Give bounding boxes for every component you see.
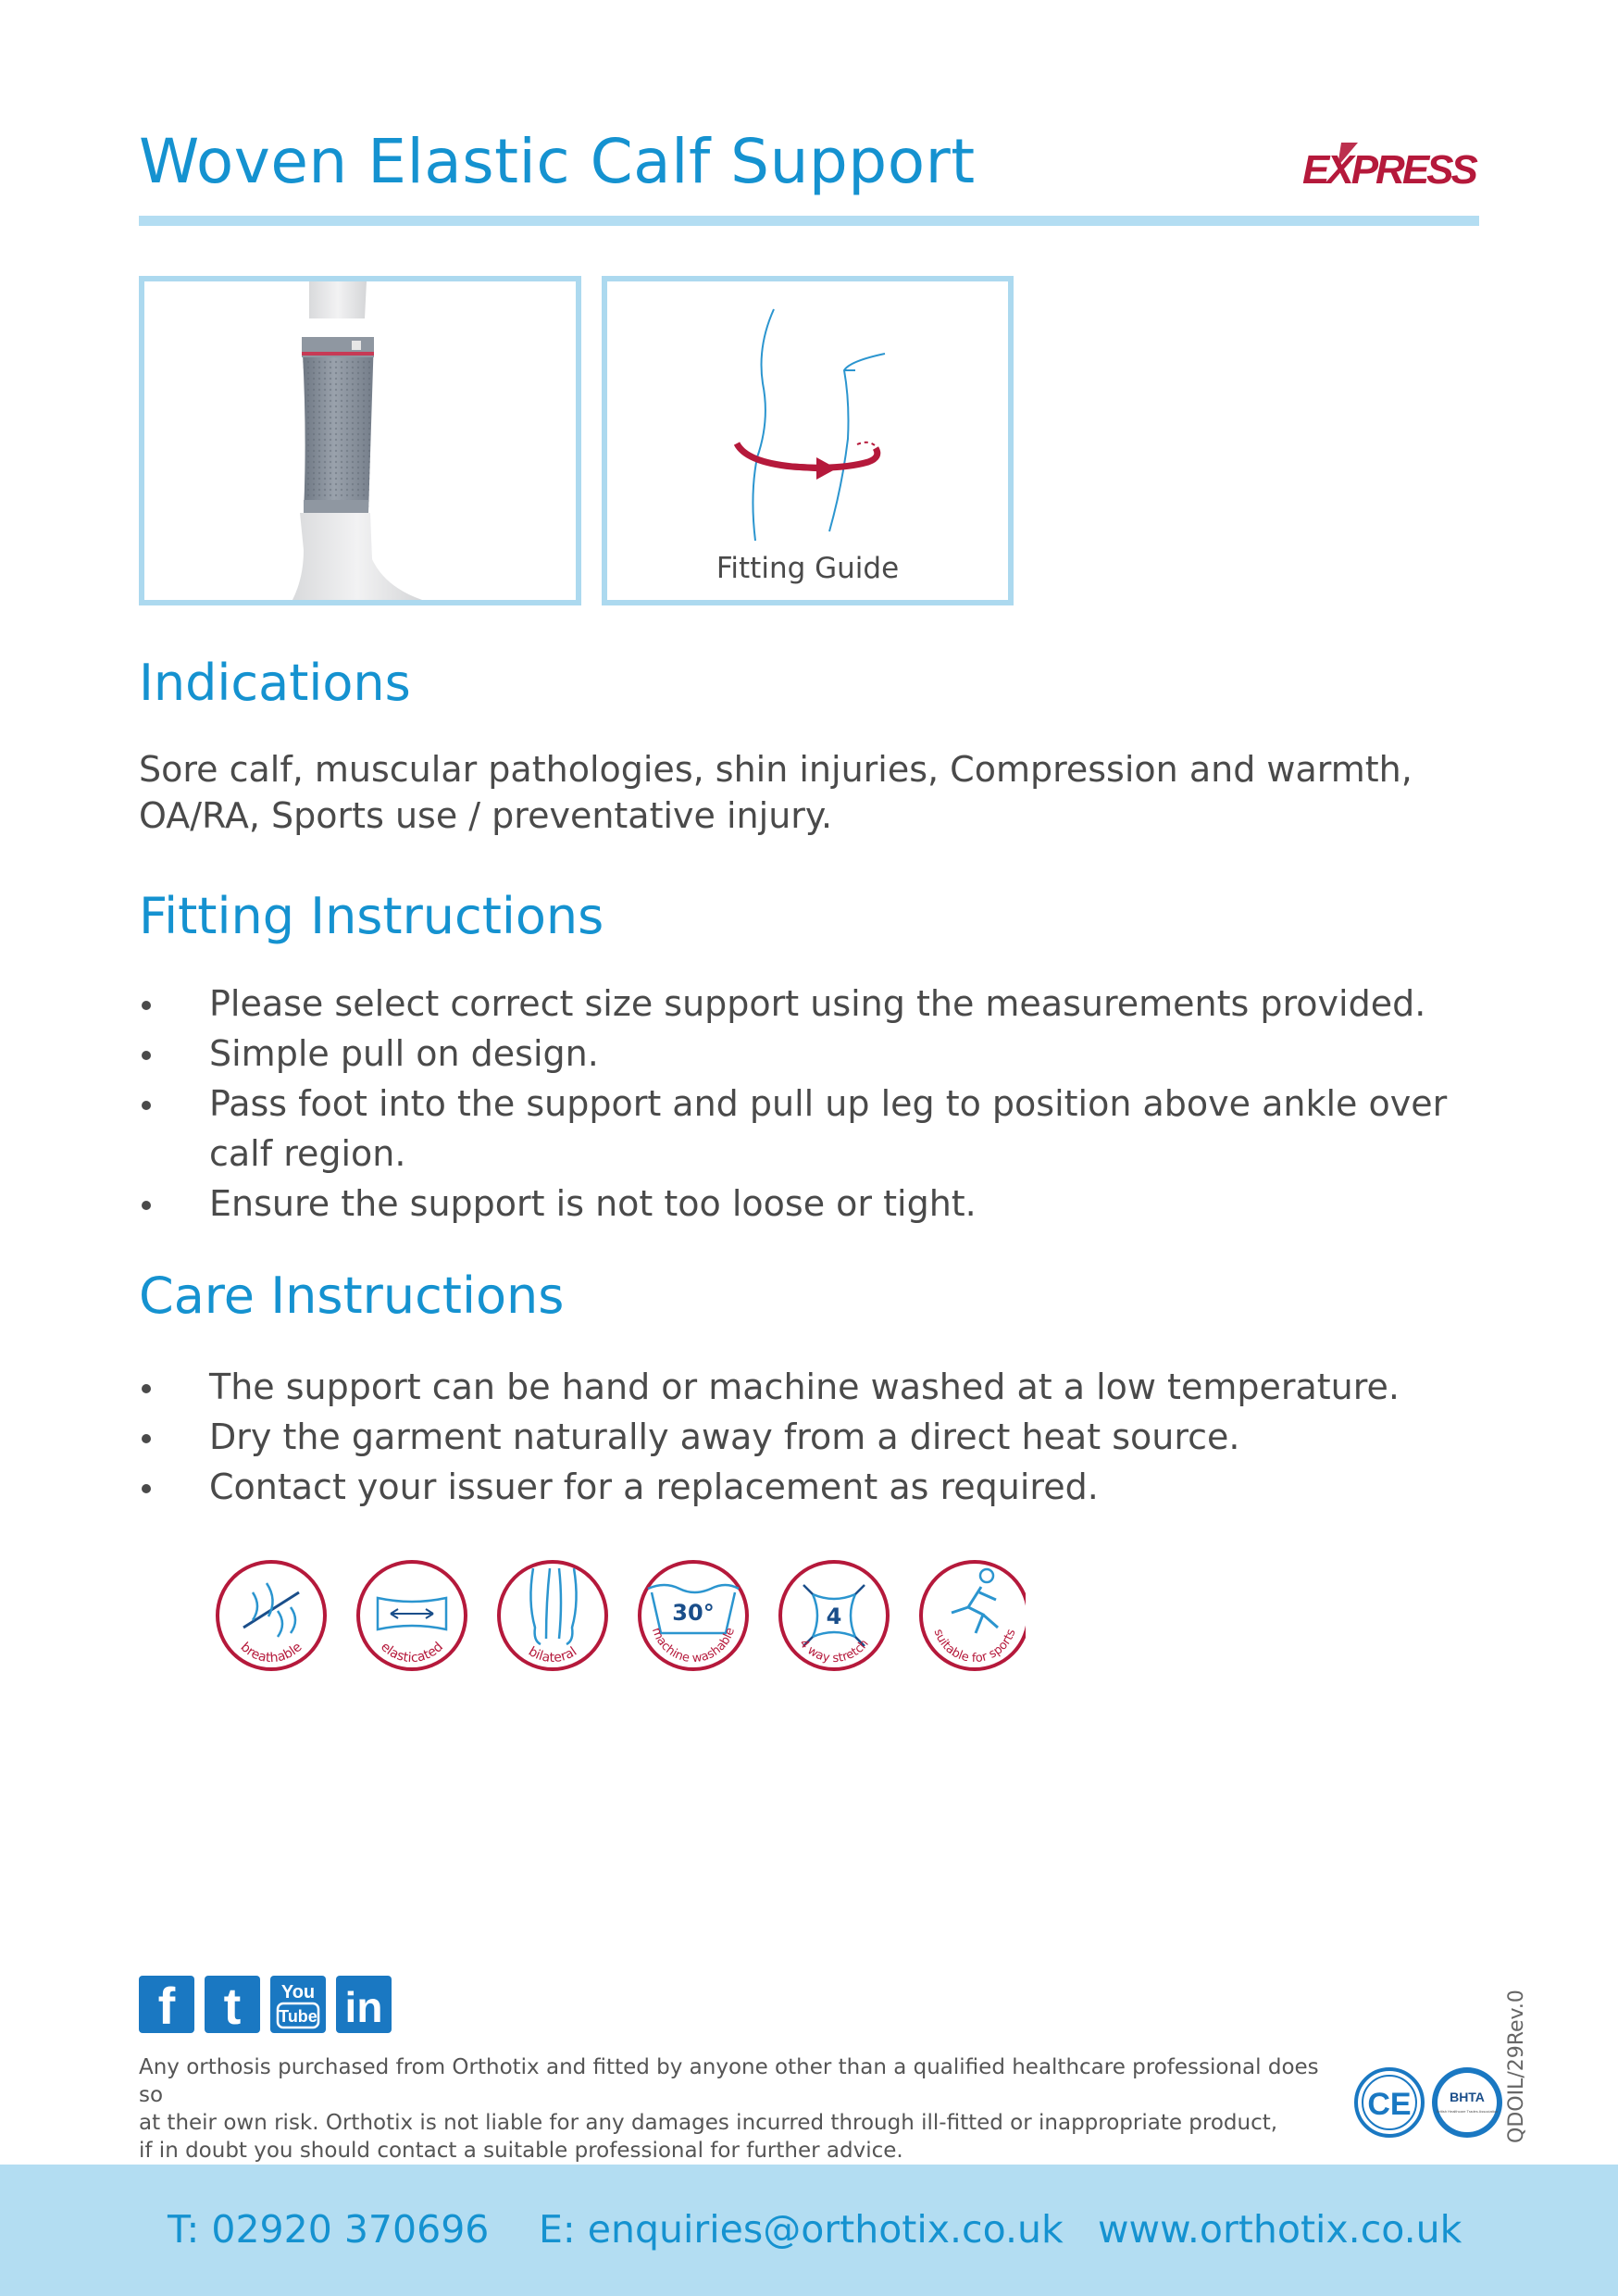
footer-email[interactable]: E: enquiries@orthotix.co.uk bbox=[539, 2207, 1064, 2252]
fitting-instructions-list bbox=[139, 979, 1481, 1229]
bhta-subtext: British Healthcare Trades Association bbox=[1436, 2109, 1499, 2114]
ce-mark-text: CE bbox=[1367, 2087, 1412, 2122]
header-rule bbox=[139, 216, 1479, 226]
feature-icons bbox=[211, 1555, 1026, 1676]
elasticated-label: elasticated bbox=[378, 1639, 446, 1666]
svg-text:Tube: Tube bbox=[279, 2007, 318, 2026]
svg-text:You: You bbox=[281, 1982, 316, 2003]
indications-text: Sore calf, muscular pathologies, shin injuries, Compression and warmth, OA/RA, Sports use / preventative injury. bbox=[139, 749, 1413, 836]
svg-text:t: t bbox=[223, 1977, 242, 2033]
footer-phone[interactable]: T: 02920 370696 bbox=[168, 2207, 490, 2252]
breathable-label: breathable bbox=[237, 1640, 305, 1666]
wash-temperature: 30° bbox=[672, 1600, 715, 1626]
bilateral-icon bbox=[499, 1562, 606, 1669]
document-code: QDOIL/29Rev.0 bbox=[1505, 1990, 1528, 2143]
disclaimer-line: if in doubt you should contact a suitable professional for further advice. bbox=[139, 2139, 903, 2163]
bhta-text: BHTA bbox=[1450, 2090, 1485, 2104]
indications-heading: Indications bbox=[139, 654, 411, 712]
elasticated-icon bbox=[358, 1562, 466, 1669]
disclaimer bbox=[139, 2053, 1342, 2165]
svg-text:f: f bbox=[157, 1977, 176, 2033]
list-item: Dry the garment naturally away from a direct heat source. bbox=[139, 1412, 1481, 1462]
list-item: Please select correct size support using the measurements provided. bbox=[139, 979, 1481, 1029]
disclaimer-line: Any orthosis purchased from Orthotix and fitted by anyone other than a qualified healthcare professional does so bbox=[139, 2055, 1319, 2107]
machine-washable-label: machine washable bbox=[648, 1625, 738, 1666]
youtube-icon[interactable] bbox=[270, 1976, 326, 2033]
sports-label: suitable for sports bbox=[930, 1627, 1019, 1666]
bhta-badge-icon bbox=[1432, 2067, 1502, 2138]
stretch-number: 4 bbox=[826, 1603, 842, 1629]
machine-washable-icon bbox=[640, 1562, 747, 1669]
svg-text:in: in bbox=[344, 1983, 383, 2031]
product-photo-frame bbox=[139, 276, 581, 605]
care-instructions-heading: Care Instructions bbox=[139, 1267, 565, 1325]
four-way-stretch-label: 4 way stretch bbox=[796, 1637, 872, 1666]
list-item: Ensure the support is not too loose or tight. bbox=[139, 1179, 1481, 1229]
four-way-stretch-icon bbox=[780, 1562, 888, 1669]
footer-bar bbox=[0, 2165, 1618, 2296]
ce-mark-icon bbox=[1356, 2069, 1423, 2136]
list-item: Simple pull on design. bbox=[139, 1029, 1481, 1079]
sports-icon bbox=[921, 1562, 1026, 1669]
footer-website[interactable]: www.orthotix.co.uk bbox=[1098, 2207, 1462, 2252]
care-instructions-list bbox=[139, 1362, 1481, 1512]
list-item: Contact your issuer for a replacement as required. bbox=[139, 1462, 1481, 1512]
express-logo-text: EXPRESS bbox=[1302, 147, 1475, 193]
facebook-icon[interactable] bbox=[139, 1976, 194, 2033]
twitter-icon[interactable] bbox=[205, 1976, 260, 2033]
list-item: Pass foot into the support and pull up leg to position above ankle over calf region. bbox=[139, 1079, 1481, 1179]
page-title: Woven Elastic Calf Support bbox=[139, 126, 976, 197]
bilateral-label: bilateral bbox=[525, 1643, 580, 1666]
breathable-icon bbox=[218, 1562, 325, 1669]
disclaimer-line: at their own risk. Orthotix is not liable for any damages incurred through ill-fitted or inappropriate product, bbox=[139, 2111, 1278, 2135]
linkedin-icon[interactable] bbox=[336, 1976, 392, 2033]
social-links bbox=[139, 1976, 397, 2035]
calf-support-photo bbox=[144, 281, 576, 600]
fitting-guide-frame bbox=[602, 276, 1014, 605]
list-item: The support can be hand or machine washed at a low temperature. bbox=[139, 1362, 1481, 1412]
express-logo bbox=[1301, 139, 1481, 194]
fitting-instructions-heading: Fitting Instructions bbox=[139, 887, 604, 945]
certification-marks bbox=[1354, 2063, 1507, 2142]
fitting-guide-label: Fitting Guide bbox=[716, 552, 900, 585]
